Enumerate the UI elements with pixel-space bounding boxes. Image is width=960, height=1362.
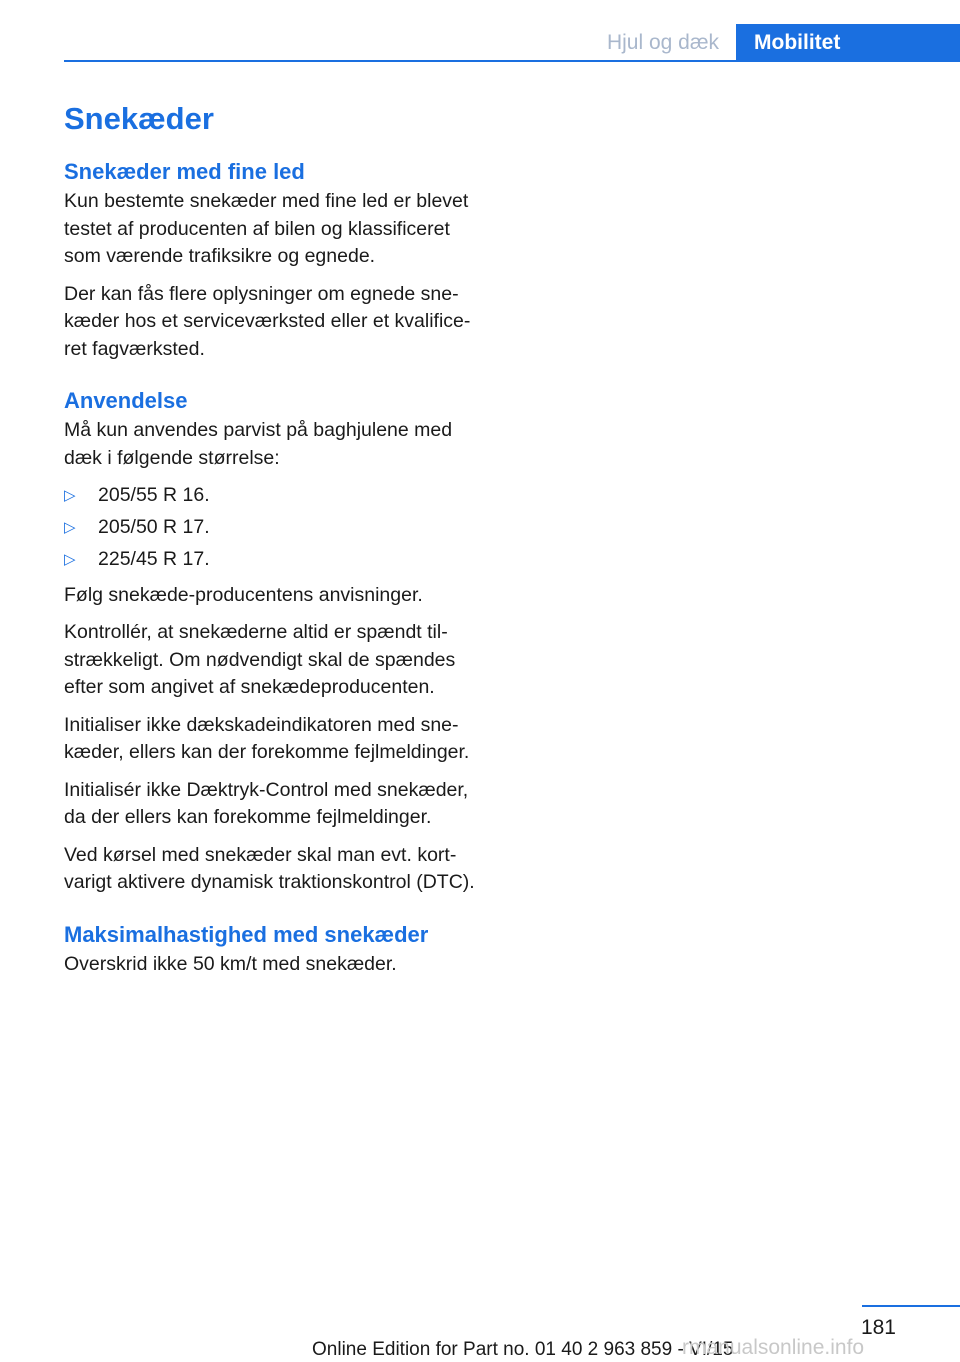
paragraph: Ved kørsel med snekæder skal man evt. kortvarigt aktivere dynamisk traktionskontrol (DTC). <box>64 843 475 893</box>
list-item <box>64 482 484 510</box>
tire-size-list <box>64 482 484 574</box>
chapter-tab: Mobilitet <box>736 24 960 62</box>
footer-rule <box>862 1305 960 1307</box>
page-content <box>64 96 484 988</box>
page-number: 181 <box>860 1316 896 1339</box>
list-item-text: 205/55 R 16. <box>98 484 210 506</box>
paragraph: Må kun anvendes parvist på baghjulene med dæk i følgende størrelse: <box>64 419 453 469</box>
heading-usage: Anvendelse <box>64 388 188 413</box>
triangle-bullet-icon: ▷ <box>64 551 76 568</box>
watermark: rmanualsonline.info <box>682 1336 865 1359</box>
paragraph: Der kan fås flere oplysninger om egnede snekæder hos et serviceværksted eller et kvalificeret fagværksted. <box>64 282 471 360</box>
triangle-bullet-icon: ▷ <box>64 487 76 504</box>
heading-fine-links: Snekæder med fine led <box>64 159 305 184</box>
list-item <box>64 546 484 574</box>
paragraph: Kontrollér, at snekæderne altid er spændt tilstrækkeligt. Om nødvendigt skal de spændes efter som angivet af snekædeproducenten. <box>64 621 456 698</box>
paragraph: Følg snekæde-producentens anvisninger. <box>64 583 423 606</box>
paragraph: Initialisér ikke Dæktryk-Control med snekæder, da der ellers kan forekomme fejlmeldinger. <box>64 778 469 828</box>
triangle-bullet-icon: ▷ <box>64 519 76 536</box>
paragraph: Overskrid ikke 50 km/t med snekæder. <box>64 952 397 975</box>
heading-max-speed: Maksimalhastighed med snekæder <box>64 921 429 947</box>
paragraph: Kun bestemte snekæder med fine led er blevet testet af producenten af bilen og klassificeret som værende trafiksikre og egnede. <box>64 190 469 267</box>
paragraph: Initialiser ikke dækskadeindikatoren med snekæder, ellers kan der forekomme fejlmeldinger. <box>64 713 470 763</box>
page-title: Snekæder <box>64 101 214 136</box>
list-item-text: 225/45 R 17. <box>98 548 210 570</box>
list-item-text: 205/50 R 17. <box>98 516 210 538</box>
section-tab: Hjul og dæk <box>606 31 720 54</box>
list-item <box>64 514 484 542</box>
edition-note: Online Edition for Part no. 01 40 2 963 859 - VI/15 <box>312 1339 734 1360</box>
